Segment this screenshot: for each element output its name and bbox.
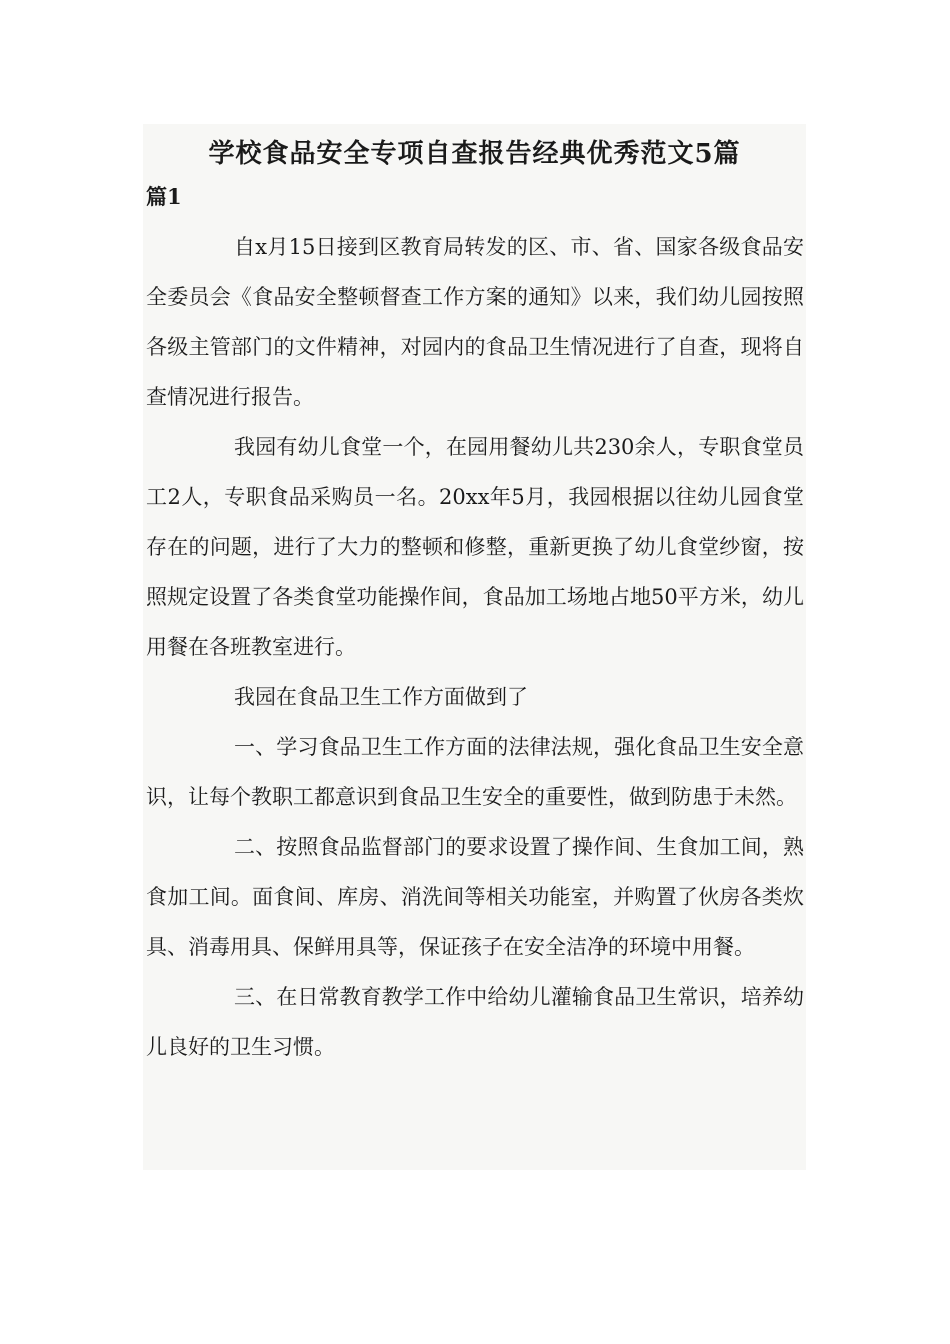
- paragraph-2: 我园有幼儿食堂一个，在园用餐幼儿共230余人，专职食堂员工2人，专职食品采购员一名。20xx年5月，我园根据以往幼儿园食堂存在的问题，进行了大力的整顿和修整，重新更换了幼儿食堂纱窗，按照规定设置了各类食堂功能操作间，食品加工场地占地50平方米，幼儿用餐在各班教室进行。: [146, 435, 804, 659]
- document-title: 学校食品安全专项自查报告经典优秀范文5篇: [208, 139, 741, 169]
- document-content: [143, 124, 806, 1170]
- paragraph-6: 三、在日常教育教学工作中给幼儿灌输食品卫生常识，培养幼儿良好的卫生习惯。: [146, 985, 804, 1059]
- paragraph-5: 二、按照食品监督部门的要求设置了操作间、生食加工间，熟食加工间。面食间、库房、消洗间等相关功能室，并购置了伙房各类炊具、消毒用具、保鲜用具等，保证孩子在安全洁净的环境中用餐。: [146, 835, 804, 959]
- section-heading: 篇1: [146, 184, 182, 209]
- paragraph-1: 自x月15日接到区教育局转发的区、市、省、国家各级食品安全委员会《食品安全整顿督查工作方案的通知》以来，我们幼儿园按照各级主管部门的文件精神，对园内的食品卫生情况进行了自查，现将自查情况进行报告。: [146, 235, 804, 409]
- paragraph-3: 我园在食品卫生工作方面做到了: [234, 685, 528, 709]
- paragraph-4: 一、学习食品卫生工作方面的法律法规，强化食品卫生安全意识，让每个教职工都意识到食品卫生安全的重要性，做到防患于未然。: [146, 735, 804, 809]
